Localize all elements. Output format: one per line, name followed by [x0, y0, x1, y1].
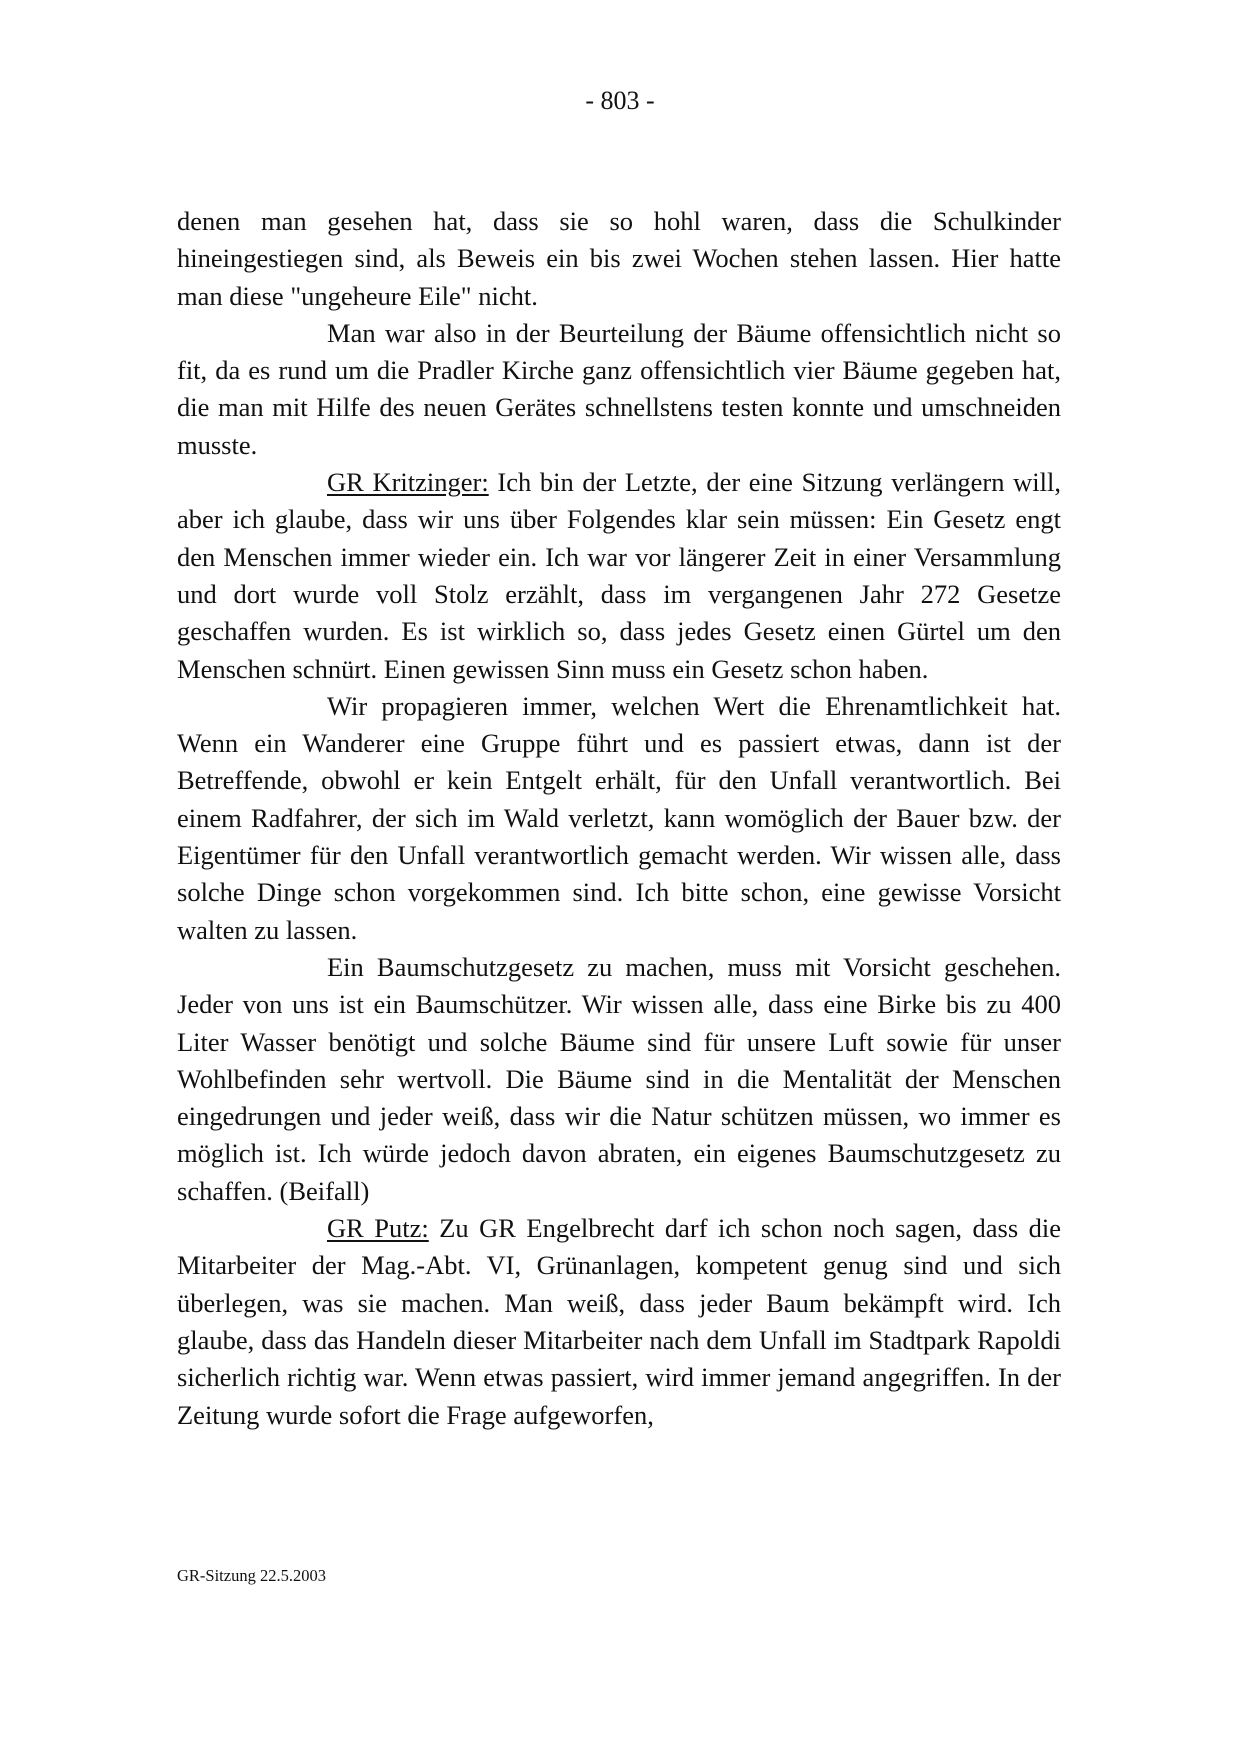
paragraph-text: Man war also in der Beurteilung der Bäume offensichtlich nicht so fit, da es rund um die Pradler Kirche ganz offensichtlich vier Bäume gegeben hat, die man mit Hilfe des neuen Gerätes schnellstens testen konnte und umschneiden musste. [177, 317, 1061, 460]
paragraph-continuation [177, 203, 1061, 315]
paragraph-text: Zu GR Engelbrecht darf ich schon noch sagen, dass die Mitarbeiter der Mag.-Abt. VI, Grünanlagen, kompetent genug sind und sich überlegen, was sie machen. Man weiß, dass jeder Baum bekämpft wird. Ich glaube, dass das Handeln dieser Mitarbeiter nach dem Unfall im Stadtpark Rapoldi sicherlich richtig war. Wenn etwas passiert, wird immer jemand angegriffen. In der Zeitung wurde sofort die Frage aufgeworfen, [177, 1213, 1061, 1430]
speaker-name: GR Putz: [327, 1213, 429, 1244]
document-body [177, 203, 1061, 1434]
paragraph [177, 688, 1061, 949]
paragraph-text: Ein Baumschutzgesetz zu machen, muss mit Vorsicht geschehen. Jeder von uns ist ein Baumschützer. Wir wissen alle, dass eine Birke bis zu 400 Liter Wasser benötigt und solche Bäume sind für unsere Luft sowie für unser Wohlbefinden sehr wertvoll. Die Bäume sind in die Mentalität der Menschen eingedrungen und jeder weiß, dass wir die Natur schützen müssen, wo immer es möglich ist. Ich würde jedoch davon abraten, ein eigenes Baumschutzgesetz zu schaffen. (Beifall) [177, 951, 1061, 1206]
paragraph-text: denen man gesehen hat, dass sie so hohl waren, dass die Schulkinder hineingestiegen sind, als Beweis ein bis zwei Wochen stehen lassen. Hier hatte man diese "ungeheure Eile" nicht. [177, 206, 1061, 311]
paragraph [177, 315, 1061, 464]
paragraph-text: Wir propagieren immer, welchen Wert die Ehrenamtlichkeit hat. Wenn ein Wanderer eine Gruppe führt und es passiert etwas, dann ist der Betreffende, obwohl er kein Entgelt erhält, für den Unfall verantwortlich. Bei einem Radfahrer, der sich im Wald verletzt, kann womöglich der Bauer bzw. der Eigentümer für den Unfall verantwortlich gemacht werden. Wir wissen alle, dass solche Dinge schon vorgekommen sind. Ich bitte schon, eine gewisse Vorsicht walten zu lassen. [177, 690, 1061, 945]
paragraph [177, 949, 1061, 1210]
speech-kritzinger [177, 464, 1061, 688]
speaker-name: GR Kritzinger: [327, 467, 489, 498]
paragraph-text: Ich bin der Letzte, der eine Sitzung verlängern will, aber ich glaube, dass wir uns über Folgendes klar sein müssen: Ein Gesetz engt den Menschen immer wieder ein. Ich war vor längerer Zeit in einer Versammlung und dort wurde voll Stolz erzählt, dass im vergangenen Jahr 272 Gesetze geschaffen wurden. Es ist wirklich so, dass jedes Gesetz einen Gürtel um den Menschen schnürt. Einen gewissen Sinn muss ein Gesetz schon haben. [177, 467, 1061, 684]
footer-session-date: GR-Sitzung 22.5.2003 [177, 1566, 326, 1585]
speech-putz [177, 1210, 1061, 1434]
page-number: - 803 - [585, 86, 655, 115]
